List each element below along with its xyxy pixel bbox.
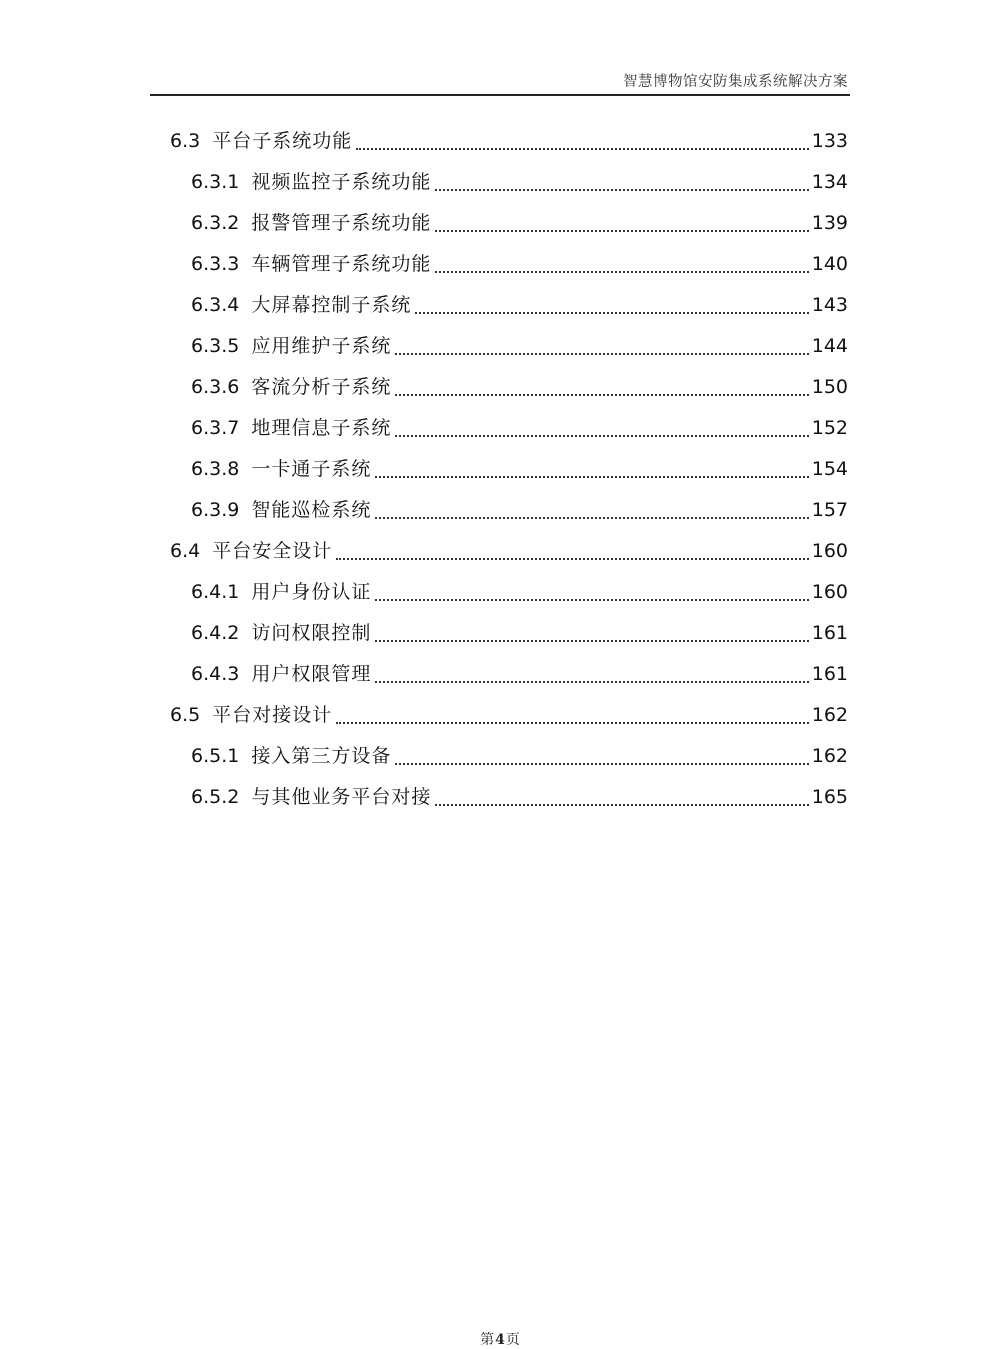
toc-entry-page: 161 xyxy=(811,663,848,685)
toc-entry-page: 134 xyxy=(811,171,848,193)
toc-entry-page: 162 xyxy=(811,704,848,726)
toc-entry-number: 6.3.4 xyxy=(191,294,240,316)
toc-entry[interactable] xyxy=(170,244,848,285)
toc-entry-number: 6.3.5 xyxy=(191,335,240,357)
footer-prefix: 第 xyxy=(480,1332,495,1348)
toc-entry-page: 140 xyxy=(811,253,848,275)
page-footer xyxy=(0,1329,1000,1349)
toc-entry[interactable] xyxy=(170,408,848,449)
toc-dot-leader xyxy=(435,777,808,818)
toc-entry-number: 6.3.7 xyxy=(191,417,240,439)
toc-entry-number: 6.3.6 xyxy=(191,376,240,398)
toc-entry[interactable] xyxy=(170,531,848,572)
toc-dot-leader xyxy=(435,203,808,244)
toc-entry-title: 一卡通子系统 xyxy=(251,458,372,480)
toc-dot-leader xyxy=(336,531,809,572)
toc-entry-page: 144 xyxy=(811,335,848,357)
toc-entry[interactable] xyxy=(170,777,848,818)
toc-entry-title: 视频监控子系统功能 xyxy=(251,171,432,193)
toc-entry-page: 154 xyxy=(811,458,848,480)
toc-dot-leader xyxy=(395,326,808,367)
toc-entry-page: 161 xyxy=(811,622,848,644)
toc-entry-page: 165 xyxy=(811,786,848,808)
toc-dot-leader xyxy=(336,695,809,736)
toc-entry-title: 用户权限管理 xyxy=(251,663,372,685)
toc-dot-leader xyxy=(435,244,808,285)
toc-entry-title: 大屏幕控制子系统 xyxy=(251,294,412,316)
toc-entry-page: 139 xyxy=(811,212,848,234)
toc-entry[interactable] xyxy=(170,121,848,162)
toc-entry-page: 157 xyxy=(811,499,848,521)
toc-dot-leader xyxy=(415,285,808,326)
toc-entry-title: 用户身份认证 xyxy=(251,581,372,603)
toc-entry-page: 150 xyxy=(811,376,848,398)
footer-page-number: 4 xyxy=(495,1332,505,1348)
toc-dot-leader xyxy=(375,654,808,695)
toc-dot-leader xyxy=(375,449,808,490)
toc-entry-title: 应用维护子系统 xyxy=(251,335,392,357)
toc-entry-title: 地理信息子系统 xyxy=(251,417,392,439)
toc-dot-leader xyxy=(375,490,808,531)
toc-entry[interactable] xyxy=(170,490,848,531)
toc-entry-number: 6.3.3 xyxy=(191,253,240,275)
toc-entry-number: 6.5 xyxy=(170,704,201,726)
toc-entry-title: 与其他业务平台对接 xyxy=(251,786,432,808)
toc-dot-leader xyxy=(395,408,808,449)
toc-entry-page: 143 xyxy=(811,294,848,316)
toc-entry-number: 6.3 xyxy=(170,130,201,152)
toc-entry-title: 平台安全设计 xyxy=(212,540,333,562)
toc-dot-leader xyxy=(356,121,809,162)
toc-entry[interactable] xyxy=(170,326,848,367)
toc-dot-leader xyxy=(375,613,808,654)
toc-entry-number: 6.3.2 xyxy=(191,212,240,234)
toc-dot-leader xyxy=(395,736,808,777)
toc-entry-title: 访问权限控制 xyxy=(251,622,372,644)
toc-entry-number: 6.4.2 xyxy=(191,622,240,644)
toc-entry-title: 智能巡检系统 xyxy=(251,499,372,521)
toc-entry[interactable] xyxy=(170,572,848,613)
toc-entry-title: 报警管理子系统功能 xyxy=(251,212,432,234)
toc-entry-number: 6.5.1 xyxy=(191,745,240,767)
toc-entry-number: 6.4 xyxy=(170,540,201,562)
toc-entry-page: 152 xyxy=(811,417,848,439)
toc-entry-page: 160 xyxy=(811,581,848,603)
toc-entry-number: 6.4.1 xyxy=(191,581,240,603)
toc-entry-title: 平台对接设计 xyxy=(212,704,333,726)
toc-entry-number: 6.3.8 xyxy=(191,458,240,480)
toc-entry[interactable] xyxy=(170,162,848,203)
toc-entry-number: 6.4.3 xyxy=(191,663,240,685)
toc-entry[interactable] xyxy=(170,203,848,244)
toc-dot-leader xyxy=(395,367,808,408)
toc-entry[interactable] xyxy=(170,654,848,695)
toc-entry[interactable] xyxy=(170,695,848,736)
toc-entry-number: 6.5.2 xyxy=(191,786,240,808)
toc-entry[interactable] xyxy=(170,285,848,326)
toc-entry-title: 接入第三方设备 xyxy=(251,745,392,767)
toc-entry-title: 平台子系统功能 xyxy=(212,130,353,152)
toc-entry[interactable] xyxy=(170,449,848,490)
toc-entry-title: 车辆管理子系统功能 xyxy=(251,253,432,275)
page-header xyxy=(150,68,850,96)
toc-entry-page: 133 xyxy=(811,130,848,152)
document-title: 智慧博物馆安防集成系统解决方案 xyxy=(623,74,848,90)
toc-entry[interactable] xyxy=(170,613,848,654)
toc-entry[interactable] xyxy=(170,736,848,777)
toc-entry-title: 客流分析子系统 xyxy=(251,376,392,398)
toc-entry[interactable] xyxy=(170,367,848,408)
toc-dot-leader xyxy=(375,572,808,613)
toc-dot-leader xyxy=(435,162,808,203)
table-of-contents xyxy=(170,121,848,818)
toc-entry-page: 162 xyxy=(811,745,848,767)
toc-entry-page: 160 xyxy=(811,540,848,562)
toc-entry-number: 6.3.1 xyxy=(191,171,240,193)
footer-suffix: 页 xyxy=(505,1332,520,1348)
toc-entry-number: 6.3.9 xyxy=(191,499,240,521)
